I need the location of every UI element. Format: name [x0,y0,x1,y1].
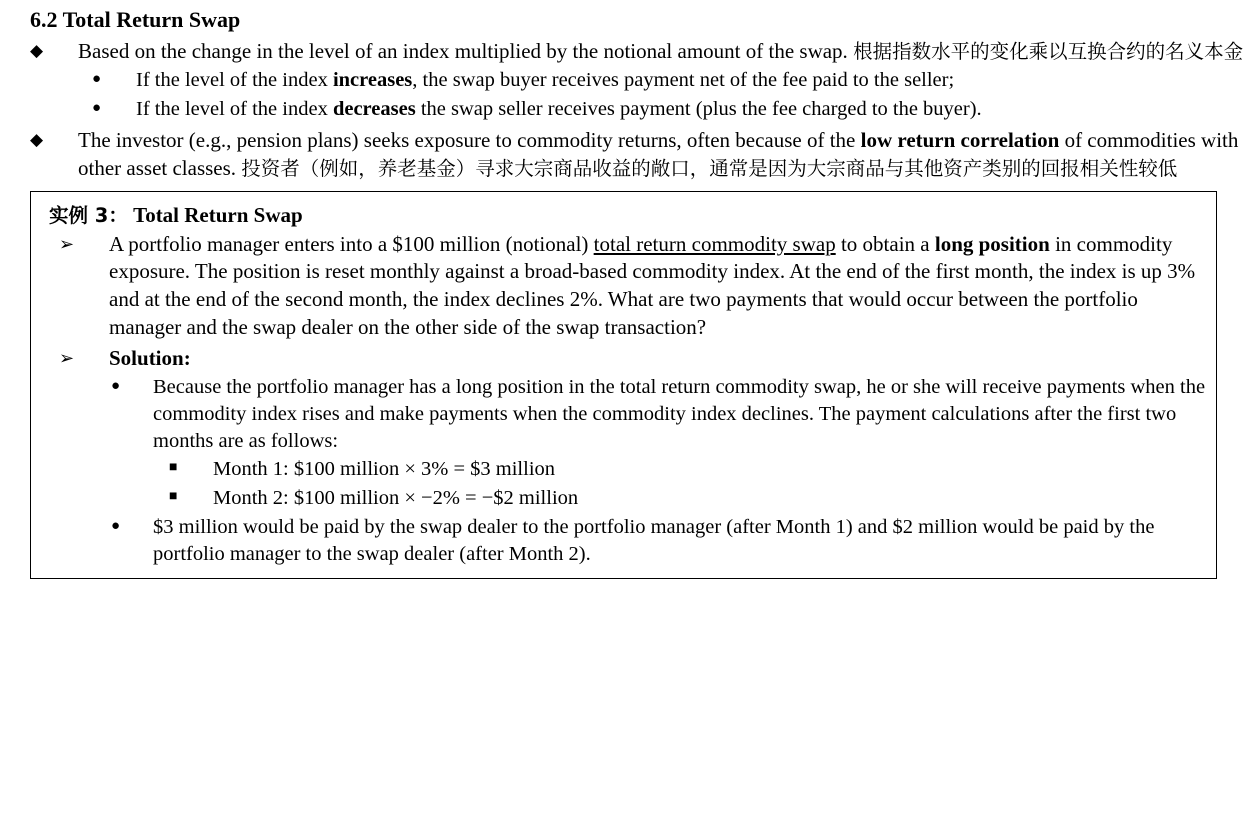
question-text [109,231,1206,342]
page-title: 6.2 Total Return Swap [30,7,241,32]
example-box [30,191,1217,579]
question-part1: A portfolio manager enters into a $100 million (notional) [109,231,594,256]
question-bold: long position [934,231,1050,256]
list-item-text [136,96,1247,123]
solution-item [111,514,1206,568]
arrow-bullet-icon: ➢ [59,233,75,254]
diamond-bullet-icon: ◆ [30,40,44,60]
list-item-text [78,127,1247,182]
solution-item [169,485,1206,512]
example-box-title [49,200,1206,228]
round-bullet-icon: ● [92,100,102,117]
list-item [92,96,1247,123]
list-item [30,127,1247,182]
text-post: , the swap buyer receives payment net of the fee paid to the seller; [412,69,955,92]
arrow-bullet-icon: ➢ [59,347,75,368]
solution-item [111,374,1206,455]
solution-item-text: Because the portfolio manager has a long position in the total return commodity swap, he or she will receive payments when the commodity index rises and make payments when the commodity index declines. The payment calculations after the first two months are as follows: [153,376,1206,453]
list-item-text [136,67,1247,94]
text-post: the swap seller receives payment (plus the fee charged to the buyer). [415,98,982,121]
list-item-text [78,38,1247,66]
text-emphasis: increases [332,69,413,92]
bullet-text-zh: 投资者（例如，养老基金）寻求大宗商品收益的敞口，通常是因为大宗商品与其他资产类别的回报相关性较低 [241,157,1178,181]
round-bullet-icon: ● [111,378,121,395]
list-item [92,67,1247,94]
text-emphasis: decreases [332,98,416,121]
question-part2: to obtain a [835,231,935,256]
example-box-title-en: Total Return Swap [133,202,303,227]
text-pre: The investor (e.g., pension plans) seeks exposure to commodity returns, often because of the [78,128,861,153]
round-bullet-icon: ● [111,517,121,534]
solution-item-text: Month 2: $100 million × −2% = −$2 million [213,486,579,509]
solution-item [169,456,1206,483]
text-pre: If the level of the index [136,98,333,121]
square-bullet-icon: ■ [169,488,178,504]
question-item [59,231,1206,342]
round-bullet-icon: ● [92,71,102,88]
solution-item-text: $3 million would be paid by the swap dealer to the portfolio manager (after Month 1) and $2 million would be paid by the portfolio manager to the swap dealer (after Month 2). [153,515,1155,565]
text-post: of commodities with other asset classes. [78,128,1239,181]
example-box-title-zh: 实例 3： [49,203,128,227]
list-item [30,38,1247,66]
bullet-text-en: Based on the change in the level of an index multiplied by the notional amount of the swap. [78,38,848,63]
square-bullet-icon: ■ [169,460,178,476]
question-part3: in commodity exposure. The position is reset monthly against a broad-based commodity index. At the end of the first month, the index is up 3% and at the end of the second month, the index declines 2%. What are two payments that would occur between the portfolio manager and the swap dealer on the other side of the swap transaction? [109,231,1196,339]
text-emphasis: low return correlation [860,128,1060,153]
solution-item-text: Month 1: $100 million × 3% = $3 million [213,458,556,481]
solution-label-row [59,345,1206,373]
bullet-text-zh: 根据指数水平的变化乘以互换合约的名义本金 [853,39,1244,63]
diamond-bullet-icon: ◆ [30,130,44,150]
document-page [0,6,1247,824]
question-underlined: total return commodity swap [593,231,836,256]
solution-label: Solution: [109,345,191,370]
text-pre: If the level of the index [136,69,333,92]
